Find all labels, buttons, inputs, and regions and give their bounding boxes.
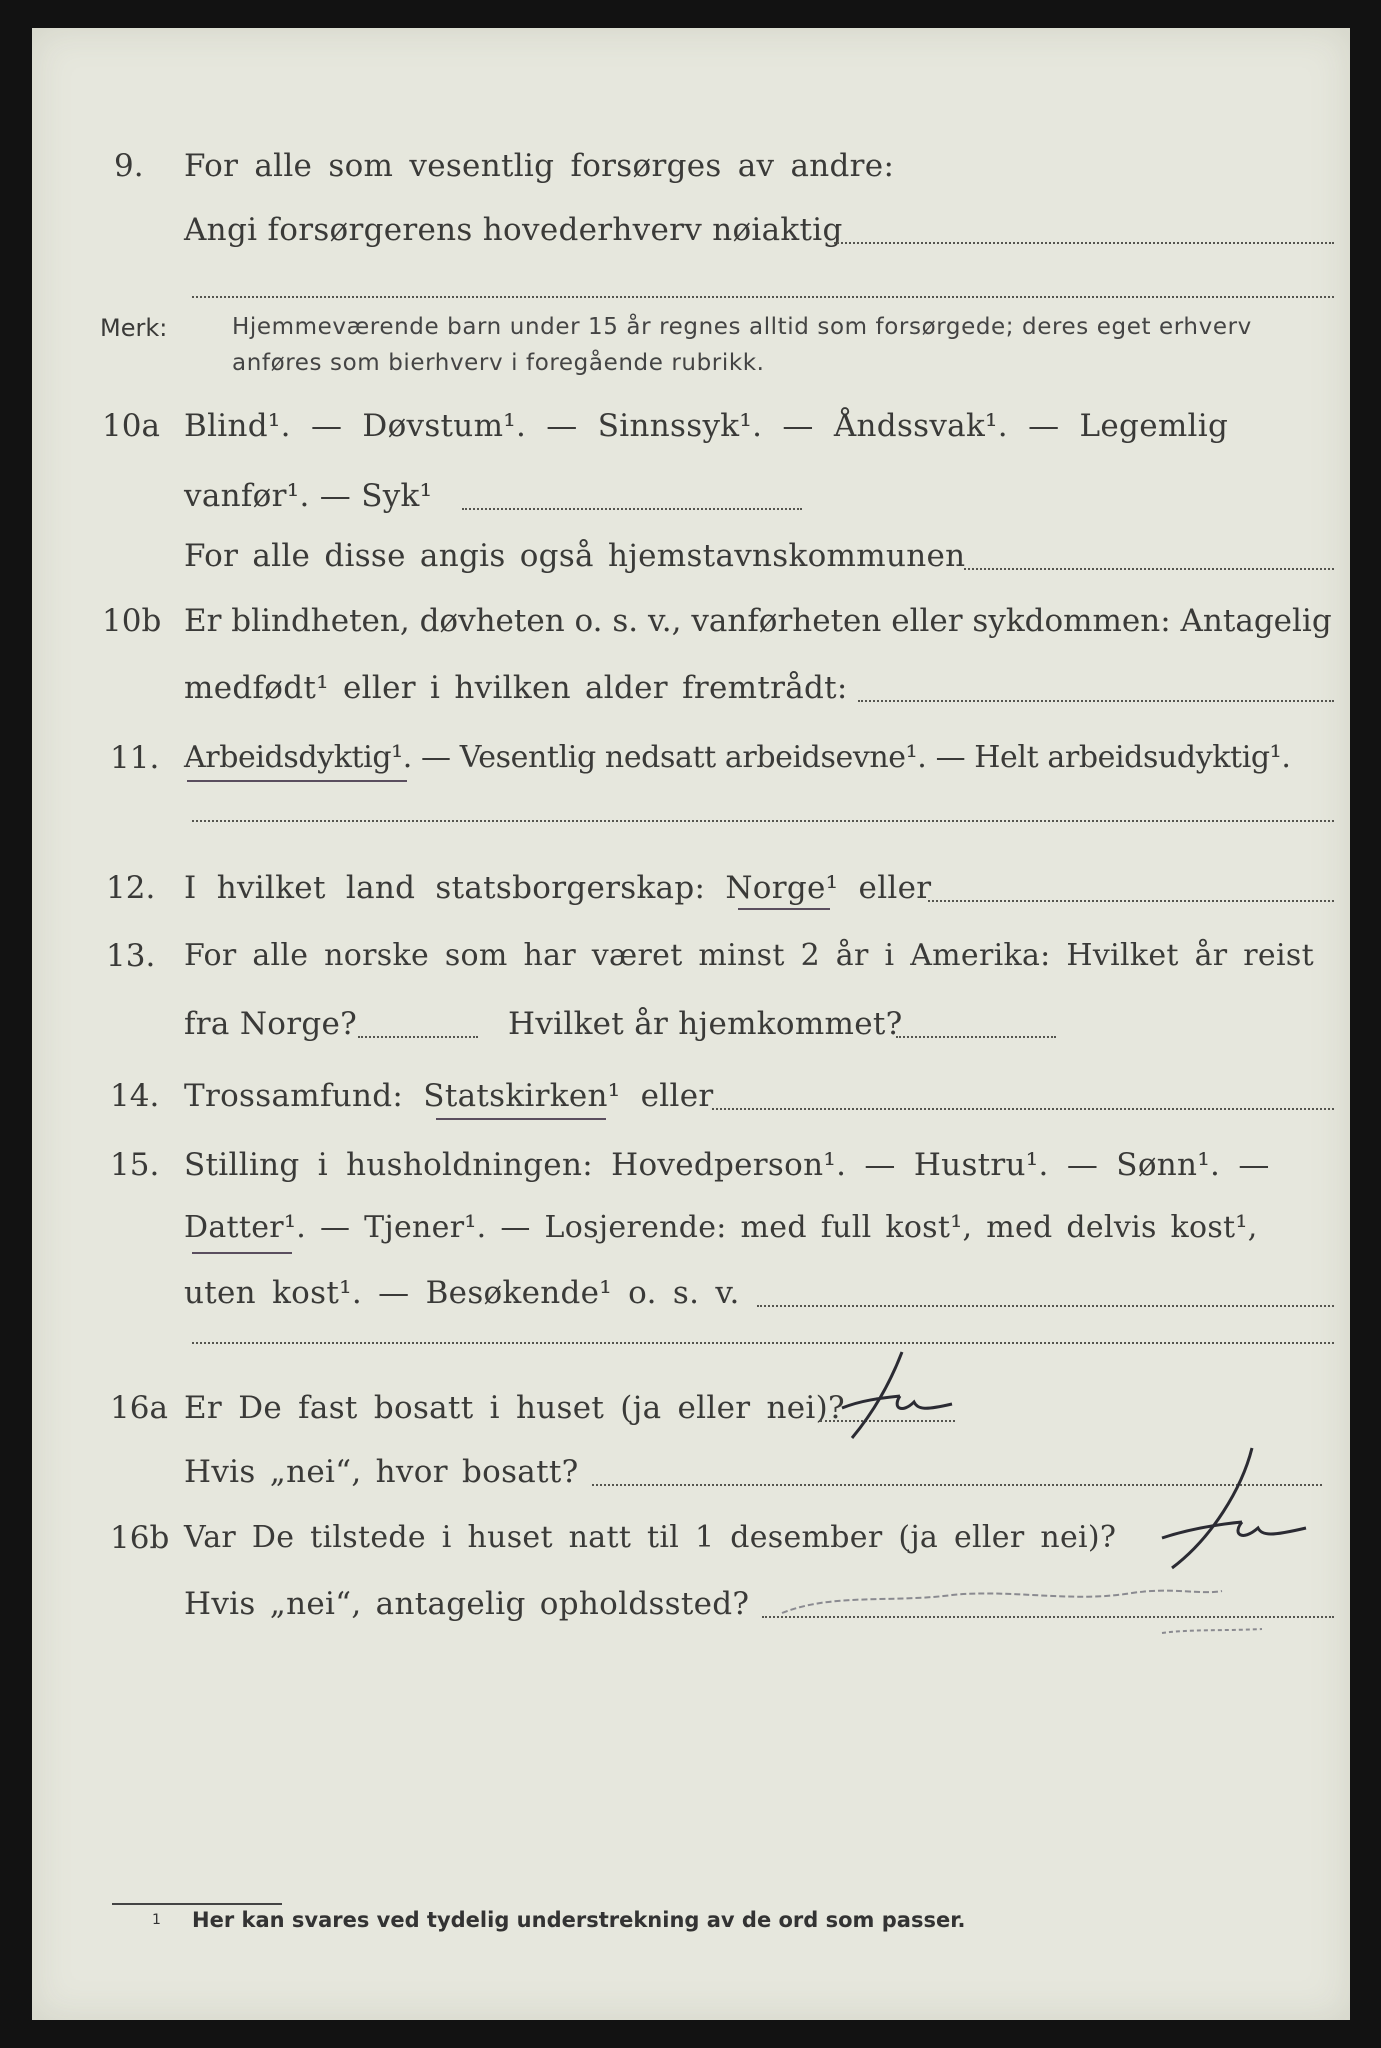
- q15-line-2: [32, 1208, 1350, 1258]
- q9-number: 9.: [114, 148, 144, 184]
- q10a-number: 10a: [102, 408, 160, 444]
- q13-line-2: [32, 1004, 1350, 1054]
- footnote-rule: [112, 1903, 282, 1905]
- q10a-text-1: Blind¹. — Døvstum¹. — Sinnssyk¹. — Åndssvak¹. — Legemlig: [184, 408, 1229, 444]
- q13-text-2a: fra Norge?: [184, 1006, 358, 1042]
- q10a-answer-line[interactable]: [462, 508, 802, 510]
- merk-text-1: Hjemmeværende barn under 15 år regnes alltid som forsørgede; deres eget erhverv: [232, 314, 1252, 340]
- q15-text-2: Datter¹. — Tjener¹. — Losjerende: med full kost¹, med delvis kost¹,: [184, 1210, 1258, 1245]
- q15-line-1: [32, 1145, 1350, 1195]
- q13-year-returned-line[interactable]: [896, 1036, 1056, 1038]
- q15-text-3: uten kost¹. — Besøkende¹ o. s. v.: [184, 1275, 740, 1311]
- q16a-text-2: Hvis „nei“, hvor bosatt?: [184, 1454, 579, 1490]
- q12-answer-line[interactable]: [928, 900, 1334, 902]
- q11-answer-line[interactable]: [192, 820, 1334, 822]
- q12-underline-norge: [738, 908, 830, 910]
- q13-year-left-line[interactable]: [358, 1036, 478, 1038]
- q10b-text-2: medfødt¹ eller i hvilken alder fremtrådt:: [184, 670, 848, 706]
- q16b-handwritten-answer: [1092, 1428, 1322, 1578]
- q10b-line-1: [32, 601, 1350, 651]
- census-form-page: [32, 28, 1350, 2020]
- merk-label: Merk:: [100, 314, 168, 342]
- merk-line-2: [32, 342, 1350, 378]
- q14-line-1: [32, 1076, 1350, 1126]
- q11-underline-arbeidsdyktig: [187, 780, 407, 782]
- q10b-line-2: [32, 668, 1350, 718]
- q16b-text-2: Hvis „nei“, antagelig opholdssted?: [184, 1586, 750, 1622]
- q11-number: 11.: [110, 740, 160, 776]
- q9-text: For alle som vesentlig forsørges av andre:: [184, 148, 895, 184]
- q13-text-1: For alle norske som har været minst 2 år i Amerika: Hvilket år reist: [184, 938, 1314, 973]
- q12-text: I hvilket land statsborgerskap: Norge¹ eller: [184, 870, 932, 906]
- q13-text-2b: Hvilket år hjemkommet?: [508, 1006, 903, 1042]
- q10a-text-3: For alle disse angis også hjemstavnskommunen: [184, 538, 966, 574]
- q16b-number: 16b: [110, 1520, 170, 1556]
- q9-answer-line[interactable]: [834, 242, 1334, 244]
- q16b-text-1: Var De tilstede i huset natt til 1 desember (ja eller nei)?: [184, 1520, 1117, 1555]
- q12-line-1: [32, 868, 1350, 918]
- merk-text-2: anføres som bierhverv i foregående rubrikk.: [232, 350, 765, 376]
- q14-answer-line[interactable]: [712, 1108, 1334, 1110]
- merk-line-1: [32, 306, 1350, 342]
- q15-number: 15.: [110, 1147, 160, 1183]
- q16a-number: 16a: [110, 1390, 168, 1426]
- q10a-text-2: vanfør¹. — Syk¹: [184, 478, 433, 514]
- q9-line-1: [32, 146, 1350, 196]
- footnote-mark: 1: [152, 1912, 161, 1928]
- q16a-text-1: Er De fast bosatt i huset (ja eller nei)?: [184, 1390, 845, 1426]
- q15-answer-line[interactable]: [757, 1305, 1334, 1307]
- q11-text: Arbeidsdyktig¹. — Vesentlig nedsatt arbeidsevne¹. — Helt arbeidsudyktig¹.: [184, 740, 1291, 775]
- q10b-text-1: Er blindheten, døvheten o. s. v., vanførheten eller sykdommen: Antagelig: [184, 603, 1332, 639]
- q10b-number: 10b: [102, 603, 162, 639]
- q10b-answer-line[interactable]: [858, 700, 1334, 702]
- q9-answer-line-2[interactable]: [192, 296, 1334, 298]
- q15-underline-datter: [192, 1252, 292, 1254]
- q14-text: Trossamfund: Statskirken¹ eller: [184, 1078, 714, 1114]
- q16a-handwritten-answer: [822, 1338, 972, 1448]
- q10a-home-municipality-line[interactable]: [964, 568, 1334, 570]
- q9-text-2: Angi forsørgerens hovederhverv nøiaktig: [184, 212, 843, 248]
- q13-line-1: [32, 936, 1350, 986]
- q10a-line-3: [32, 536, 1350, 586]
- q12-number: 12.: [106, 870, 156, 906]
- q9-line-2: [32, 210, 1350, 260]
- q10a-line-1: [32, 406, 1350, 456]
- q15-answer-line-2[interactable]: [192, 1342, 1334, 1344]
- footnote-text: Her kan svares ved tydelig understrekning av de ord som passer.: [192, 1908, 966, 1932]
- q14-underline-statskirken: [436, 1118, 606, 1120]
- q14-number: 14.: [110, 1078, 160, 1114]
- q16b-faint-pencil-scribble: [772, 1573, 1292, 1643]
- q15-line-3: [32, 1273, 1350, 1323]
- q15-text-1: Stilling i husholdningen: Hovedperson¹. — Hustru¹. — Sønn¹. —: [184, 1147, 1270, 1183]
- q13-number: 13.: [106, 938, 156, 974]
- q10a-line-2: [32, 476, 1350, 526]
